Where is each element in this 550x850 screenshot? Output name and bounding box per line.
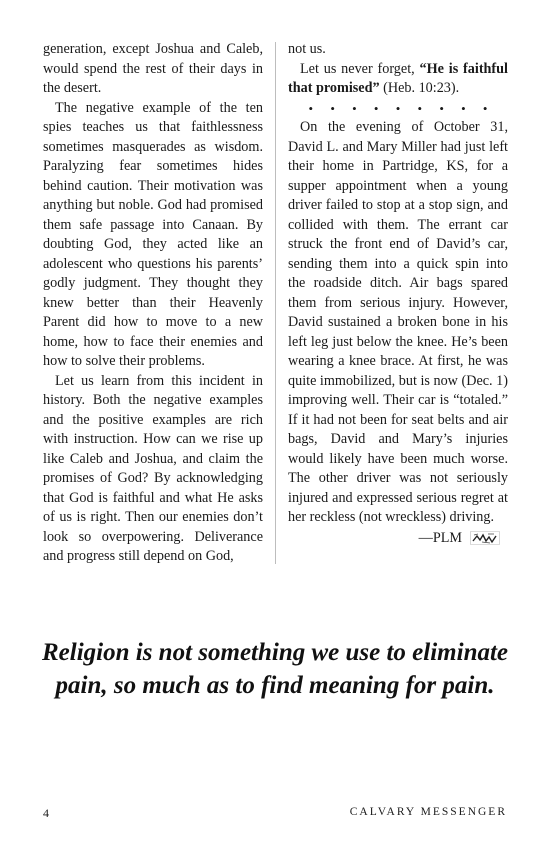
- paragraph-text: Let us never forget,: [300, 60, 420, 77]
- scripture-reference: (Heb. 10:23).: [379, 80, 460, 96]
- left-column: [43, 40, 263, 567]
- paragraph: generation, except Joshua and Caleb, would spend the rest of their days in the desert.: [43, 41, 263, 96]
- signature-line: [288, 529, 508, 549]
- scripture-quote: “He is faithful that promised”: [288, 60, 508, 96]
- page-footer: [43, 806, 507, 824]
- page-number: 4: [43, 806, 49, 820]
- right-column: [288, 40, 508, 548]
- section-separator: • • • • • • • • •: [308, 100, 495, 116]
- paragraph: Let us learn from this incident in history. Both the negative examples and the positive examples are rich with instruction. How can we rise up like Caleb and Joshua, and claim the promises of God? By acknowledging that God is faithful and what He asks of us is right. Then our enemies don’t look so overpowering. Deliverance and progress still depend on God,: [43, 372, 263, 564]
- pull-quote: Religion is not something we use to eliminate pain, so much as to find meaning for pain.: [41, 639, 509, 699]
- scripture-paragraph: [288, 60, 508, 99]
- publication-name: CALVARY MESSENGER: [349, 806, 507, 818]
- scribble-logo-icon: [470, 531, 500, 545]
- column-divider: [275, 42, 276, 564]
- paragraph: not us.: [288, 41, 326, 57]
- paragraph: On the evening of October 31, David L. and Mary Miller had just left their home in Partridge, KS, for a supper appointment when a young driver failed to stop at a stop sign, and collided with them. The errant car struck the front end of David’s car, sending them into a quick spin into the roadside ditch. Air bags spared them from serious injury. However, David sustained a broken bone in his left leg just below the knee. He’s been wearing a knee brace. At first, he was quite immobilized, but is now (Dec. 1) improving well. Their car is “totaled.” If it had not been for seat belts and air bags, David and Mary’s injuries would likely have been much worse. The other driver was not seriously injured and expressed serious regret at her reckless (not wreckless) driving.: [288, 119, 508, 525]
- article-columns: [43, 40, 507, 570]
- author-signature: —PLM: [418, 529, 462, 546]
- paragraph: The negative example of the ten spies teaches us that faithlessness sometimes masquerades as wisdom. Paralyzing fear sometimes hides behind caution. Their motivation was anything but noble. God had promised them safe passage into Canaan. By doubting God, they acted like an adolescent who questions his parents’ godly judgment. They thought they knew better than their Heavenly Parent did how to move to a new home, how to face their enemies and how to solve their problems.: [43, 99, 263, 369]
